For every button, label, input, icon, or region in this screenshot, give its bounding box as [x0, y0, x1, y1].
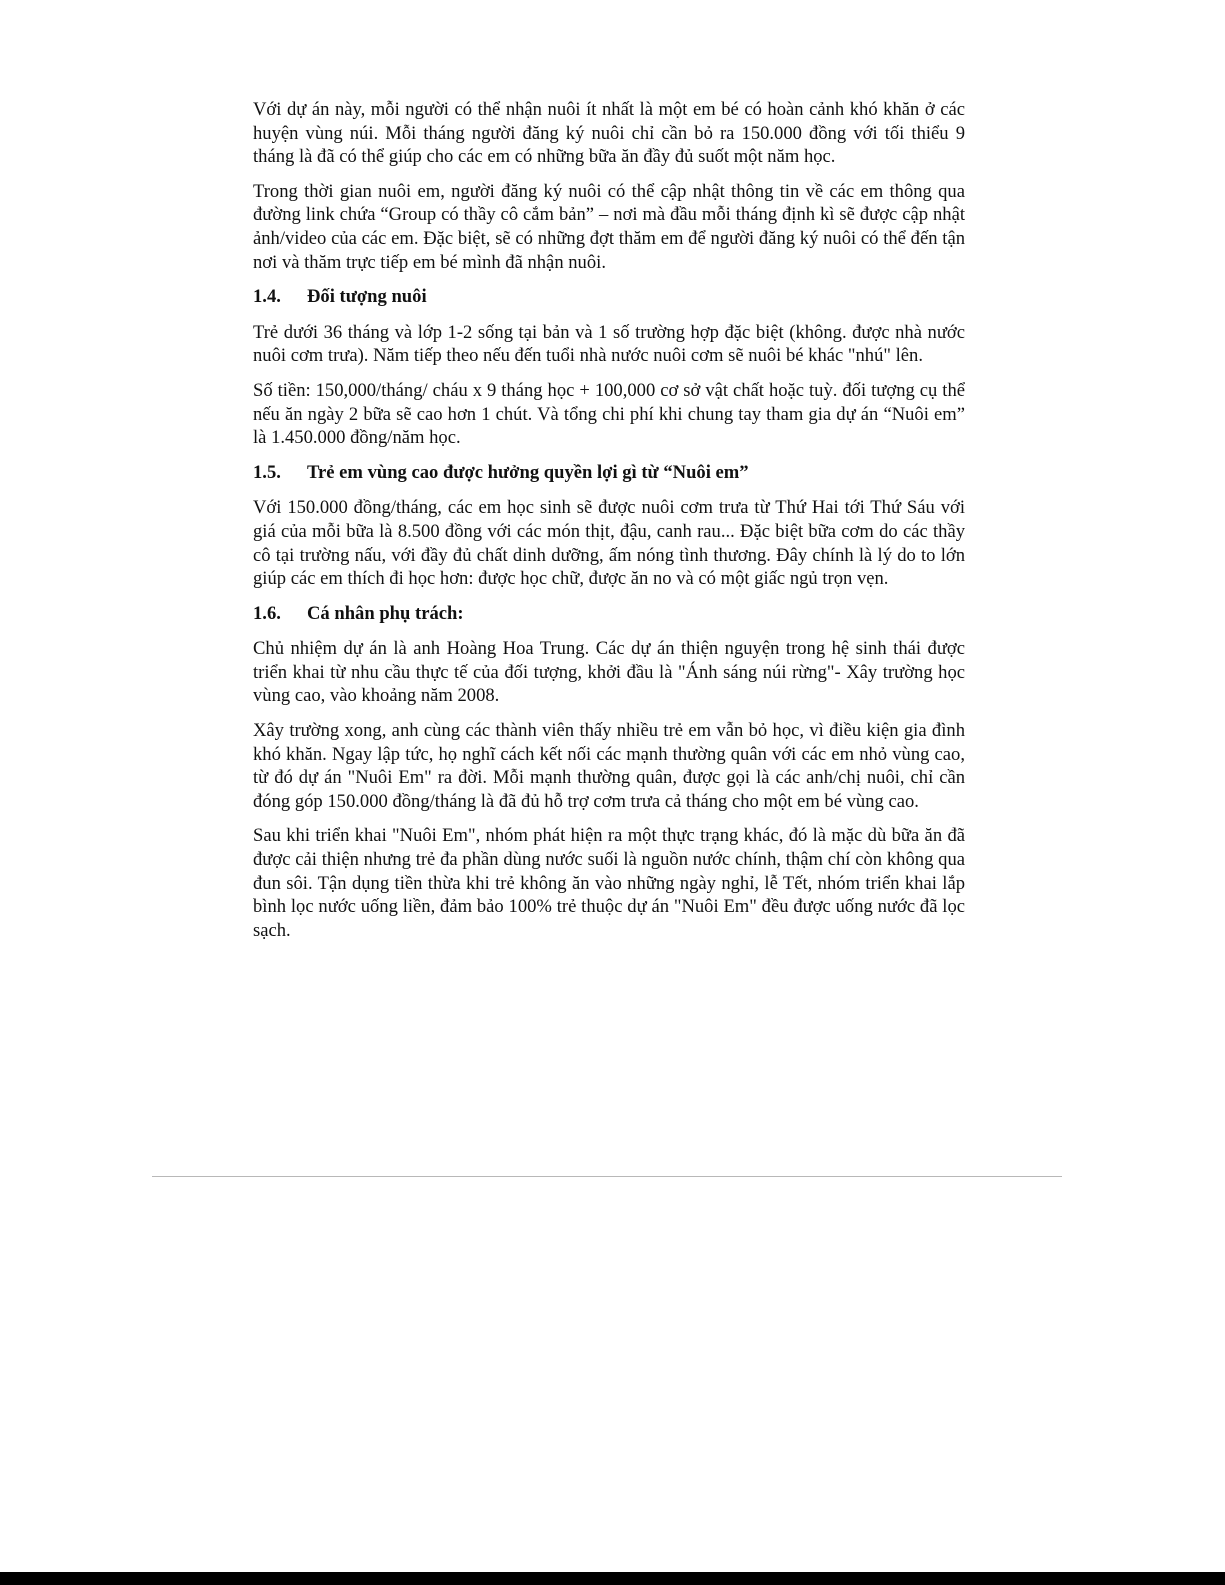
paragraph-adoption-intro: Với dự án này, mỗi người có thể nhận nuôi ít nhất là một em bé có hoàn cảnh khó khăn ở các huyện vùng núi. Mỗi tháng người đăng ký nuôi chỉ cần bỏ ra 150.000 đồng với tối thiểu 9 tháng là đã có thể giúp cho các em có những bữa ăn đầy đủ suốt một năm học. — [253, 99, 965, 168]
page-content — [253, 98, 965, 953]
paragraph-project-lead: Chủ nhiệm dự án là anh Hoàng Hoa Trung. Các dự án thiện nguyện trong hệ sinh thái được triển khai từ nhu cầu thực tế của đối tượng, khởi đầu là "Ánh sáng núi rừng"- Xây trường học vùng cao, vào khoảng năm 2008. — [253, 638, 965, 707]
page-divider — [152, 1176, 1062, 1177]
section-title: Đối tượng nuôi — [307, 286, 427, 308]
section-heading-1-5 — [253, 461, 965, 485]
paragraph-cost: Số tiền: 150,000/tháng/ cháu x 9 tháng học + 100,000 cơ sở vật chất hoặc tuỳ. đối tượng cụ thể nếu ăn ngày 2 bữa sẽ cao hơn 1 chút. Và tổng chi phí khi chung tay tham gia dự án “Nuôi em” là 1.450.000 đồng/năm học. — [253, 379, 965, 449]
paragraph-benefits: Với 150.000 đồng/tháng, các em học sinh sẽ được nuôi cơm trưa từ Thứ Hai tới Thứ Sáu với giá của mỗi bữa là 8.500 đồng với các món thịt, đậu, canh rau... Đặc biệt bữa cơm do các thầy cô tại trường nấu, với đầy đủ chất dinh dưỡng, ấm nóng tình thương. Đây chính là lý do to lớn giúp các em thích đi học hơn: được học chữ, được ăn no và có một giấc ngủ trọn vẹn. — [253, 497, 965, 590]
section-heading-1-4 — [253, 285, 965, 309]
section-title: Trẻ em vùng cao được hưởng quyền lợi gì từ “Nuôi em” — [307, 461, 749, 483]
section-number: 1.6. — [253, 602, 281, 624]
paragraph-water-filter: Sau khi triển khai "Nuôi Em", nhóm phát hiện ra một thực trạng khác, đó là mặc dù bữa ăn đã được cải thiện nhưng trẻ đa phần dùng nước suối là nguồn nước chính, thậm chí còn không qua đun sôi. Tận dụng tiền thừa khi trẻ không ăn vào những ngày nghỉ, lễ Tết, nhóm triển khai lắp bình lọc nước uống liền, đảm bảo 100% trẻ thuộc dự án "Nuôi Em" đều được uống nước đã lọc sạch. — [253, 825, 965, 941]
paragraph-adoption-updates: Trong thời gian nuôi em, người đăng ký nuôi có thể cập nhật thông tin về các em thông qua đường link chứa “Group có thầy cô cắm bản” – nơi mà đầu mỗi tháng định kì sẽ được cập nhật ảnh/video của các em. Đặc biệt, sẽ có những đợt thăm em để người đăng ký nuôi có thể đến tận nơi và thăm trực tiếp em bé mình đã nhận nuôi. — [253, 180, 965, 273]
paragraph-beneficiaries: Trẻ dưới 36 tháng và lớp 1-2 sống tại bản và 1 số trường hợp đặc biệt (không. được nhà nước nuôi cơm trưa). Năm tiếp theo nếu đến tuổi nhà nước nuôi cơm sẽ nuôi bé khác "nhú" lên. — [253, 321, 965, 367]
section-number: 1.5. — [253, 461, 281, 483]
section-number: 1.4. — [253, 286, 281, 308]
page-bottom-edge — [0, 1572, 1225, 1585]
section-title: Cá nhân phụ trách: — [307, 602, 464, 624]
section-heading-1-6 — [253, 602, 965, 626]
paragraph-project-origin: Xây trường xong, anh cùng các thành viên thấy nhiều trẻ em vẫn bỏ học, vì điều kiện gia đình khó khăn. Ngay lập tức, họ nghĩ cách kết nối các mạnh thường quân với các em nhỏ vùng cao, từ đó dự án "Nuôi Em" ra đời. Mỗi mạnh thường quân, được gọi là các anh/chị nuôi, chỉ cần đóng góp 150.000 đồng/tháng là đã đủ hỗ trợ cơm trưa cả tháng cho một em bé vùng cao. — [253, 720, 965, 812]
